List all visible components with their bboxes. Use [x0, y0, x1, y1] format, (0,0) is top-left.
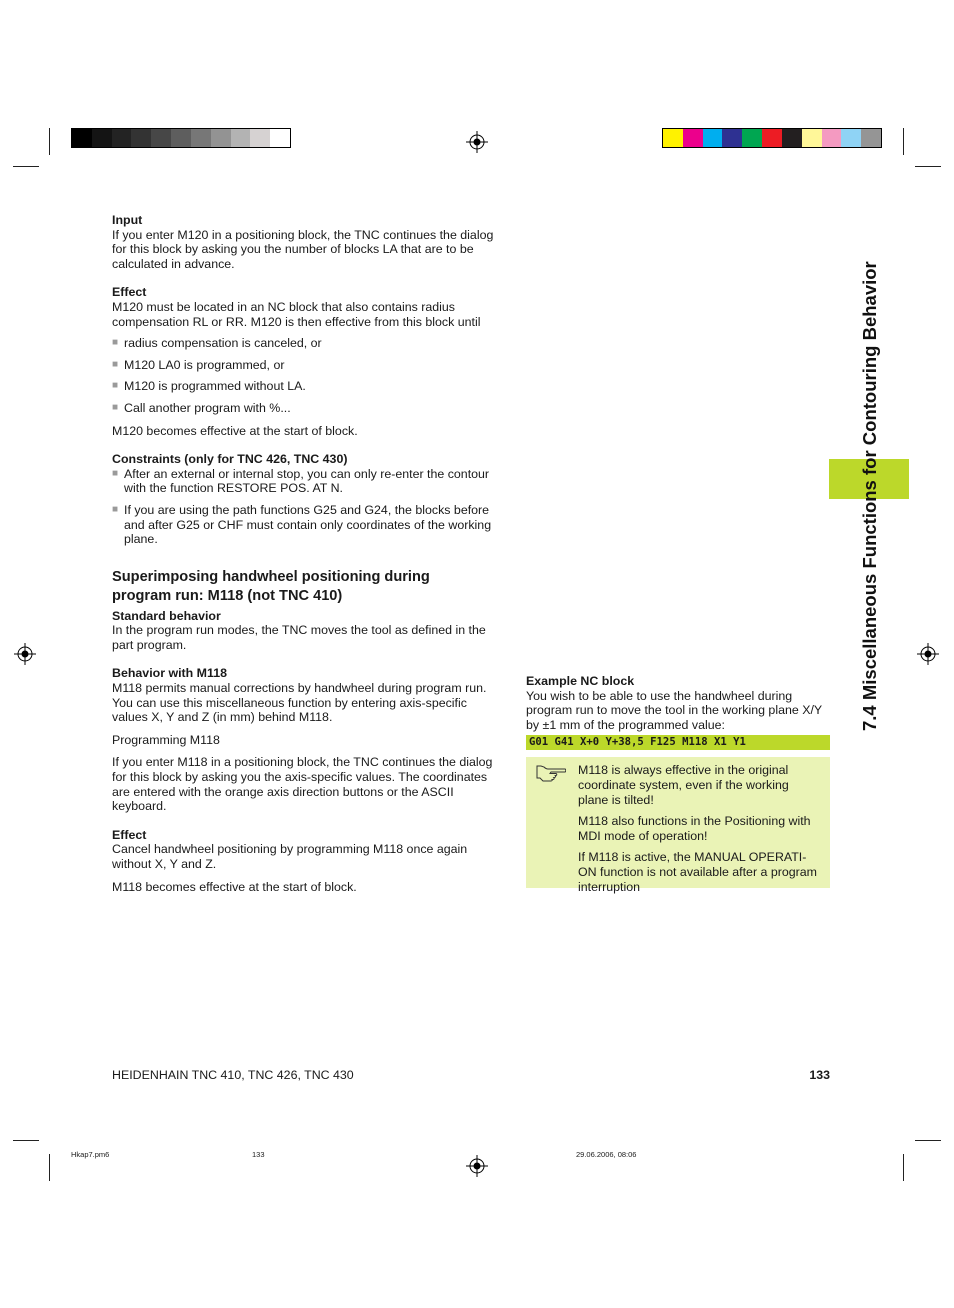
section-heading [112, 568, 506, 606]
programming-text: Programming M118 [112, 732, 220, 747]
list-item: ■ M120 LA0 is programmed, or [112, 357, 285, 372]
crop-mark [49, 128, 50, 155]
registration-mark-icon [466, 1155, 488, 1177]
standard-text: In the program run modes, the TNC moves the tool as defined in the part program. [112, 623, 486, 652]
page-number: 133 [809, 1068, 830, 1082]
programming-detail: If you enter M118 in a positioning block, the TNC continues the dialog for this block by asking you the axis-specific values. The coordinates are entered with the orange axis direction buttons or the ASCII keyboard. [112, 755, 493, 814]
list-item: ■ M120 is programmed without LA. [112, 379, 306, 394]
section-heading-line-2: program run: M118 (not TNC 410) [112, 587, 343, 604]
registration-mark-icon [466, 131, 488, 153]
input-text: If you enter M120 in a positioning block, the TNC continues the dialog for this block by asking you the number of blocks LA that are to be calculated in advance. [112, 227, 494, 271]
section-heading-line-1: Superimposing handwheel positioning during [112, 568, 430, 585]
standard-heading: Standard behavior [112, 608, 221, 623]
effect2-heading: Effect [112, 827, 147, 842]
behavior-heading: Behavior with M118 [112, 666, 227, 681]
constraints-heading: Constraints (only for TNC 426, TNC 430) [112, 452, 348, 467]
footer-book-title: HEIDENHAIN TNC 410, TNC 426, TNC 430 [112, 1068, 354, 1082]
crop-mark [49, 1154, 50, 1181]
crop-mark [903, 128, 904, 155]
crop-mark [13, 166, 39, 167]
gray-calibration-bar [71, 128, 291, 148]
color-calibration-bar [662, 128, 882, 148]
note-paragraph: M118 is always effective in the original coordinate system, even if the working plane is tilted! [578, 763, 789, 807]
example-text: You wish to be able to use the handwheel during program run to move the tool in the working plane X/Y by ±1 mm of the programmed value: [526, 688, 822, 732]
pointing-hand-icon [536, 765, 566, 783]
crop-mark [13, 1140, 39, 1141]
list-item: ■ After an external or internal stop, you can only re-enter the contour with the function RESTORE POS. AT N. [112, 466, 490, 496]
behavior-text: M118 permits manual corrections by handwheel during program run. You can use this miscellaneous function by entering axis-specific values X, Y and Z (in mm) behind M118. [112, 681, 487, 725]
code-block: G01 G41 X+0 Y+38,5 F125 M118 X1 Y1 [526, 735, 830, 750]
list-item: ■ Call another program with %... [112, 400, 291, 415]
slug-file: Hkap7.pm6 [71, 1150, 110, 1159]
chapter-side-title: 7.4 Miscellaneous Functions for Contouring Behavior [859, 261, 880, 731]
effect-text: M120 must be located in an NC block that also contains radius compensation RL or RR. M120 is then effective from this block until [112, 299, 481, 329]
note-paragraph: M118 also functions in the Positioning with MDI mode of operation! [578, 814, 811, 843]
note-paragraph: If M118 is active, the MANUAL OPERATI-ON function is not available after a program interruption [578, 850, 817, 894]
registration-mark-icon [917, 643, 939, 665]
crop-mark [915, 1140, 941, 1141]
slug-date: 29.06.2006, 08:06 [576, 1150, 637, 1159]
registration-mark-icon [14, 643, 36, 665]
bullet-icon: ■ [112, 337, 119, 349]
effect2-end: M118 becomes effective at the start of block. [112, 879, 357, 894]
crop-mark [915, 166, 941, 167]
list-item: ■ radius compensation is canceled, or [112, 336, 322, 351]
left-column [112, 213, 506, 894]
crop-mark [903, 1154, 904, 1181]
effect-end: M120 becomes effective at the start of block. [112, 423, 358, 438]
list-item: ■ If you are using the path functions G25 and G24, the blocks before and after G25 or CHF must contain only coordinates of the working plane. [112, 502, 492, 547]
effect2-text: Cancel handwheel positioning by programming M118 once again without X, Y and Z. [112, 842, 468, 871]
slug-page: 133 [252, 1150, 265, 1159]
bullet-icon: ■ [112, 467, 119, 479]
effect-heading: Effect [112, 285, 147, 300]
example-heading: Example NC block [526, 674, 635, 688]
input-heading: Input [112, 213, 143, 227]
note-box [526, 757, 830, 894]
bullet-icon: ■ [112, 358, 119, 370]
bullet-icon: ■ [112, 380, 119, 392]
bullet-icon: ■ [112, 503, 119, 515]
bullet-icon: ■ [112, 401, 119, 413]
right-column [526, 674, 830, 894]
